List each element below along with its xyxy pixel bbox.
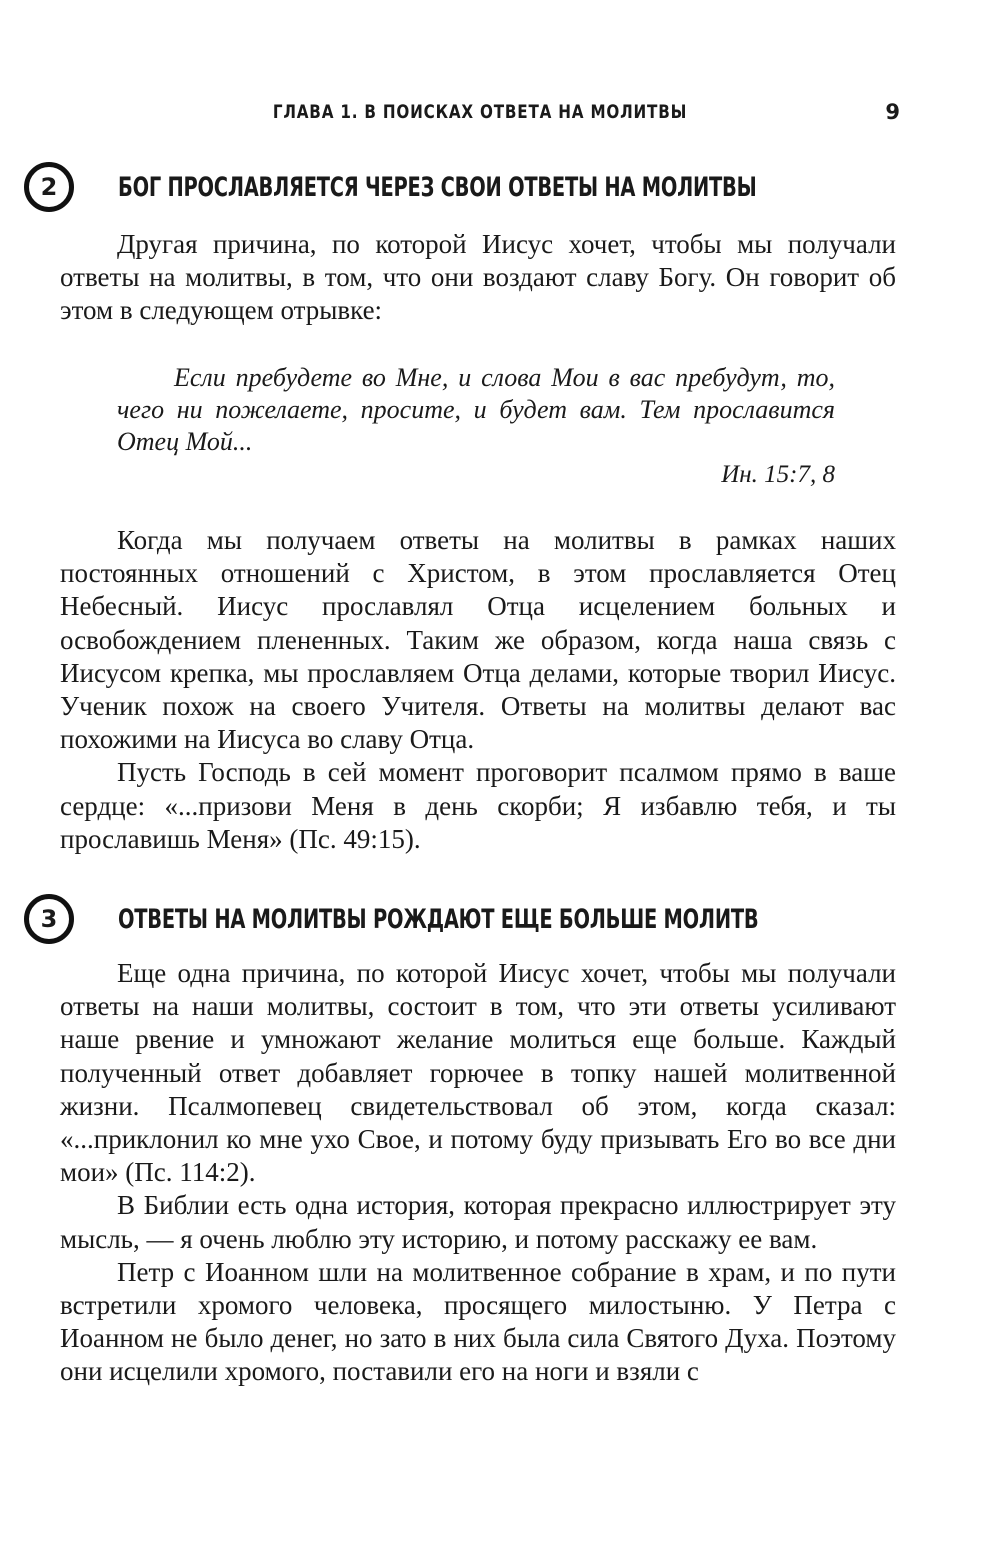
section-2-body (60, 524, 896, 856)
section-heading-2 (24, 162, 924, 222)
paragraph: Когда мы получаем ответы на молитвы в рамках наших постоянных отношений с Христом, в этом прославляется Отец Небесный. Иисус прославлял Отца исцелением больных и освобождением плененных. Таким же образом, когда наша связь с Иисусом крепка, мы прославляем Отца делами, которые творил Иисус. Ученик похож на своего Учителя. Ответы на молитвы делают вас похожими на Иисуса во славу Отца. (60, 525, 896, 755)
section-number-badge: 3 (24, 894, 74, 944)
scripture-quote (117, 362, 835, 458)
section-title: ОТВЕТЫ НА МОЛИТВЫ РОЖДАЮТ ЕЩЕ БОЛЬШЕ МОЛИТВ (118, 904, 759, 935)
section-2-intro (60, 228, 896, 328)
paragraph: В Библии есть одна история, которая прекрасно иллюстрирует эту мысль, — я очень люблю эту историю, и потому расскажу ее вам. (60, 1190, 896, 1254)
section-title: БОГ ПРОСЛАВЛЯЕТСЯ ЧЕРЕЗ СВОИ ОТВЕТЫ НА МОЛИТВЫ (118, 172, 757, 203)
quote-text: Если пребудете во Мне, и слова Мои в вас пребудут, то, чего ни пожелаете, просите, и будет вам. Тем прославится Отец Мой... (117, 363, 835, 456)
quote-reference: Ин. 15:7, 8 (721, 461, 835, 488)
running-head (60, 97, 900, 127)
paragraph: Другая причина, по которой Иисус хочет, чтобы мы получали ответы на молитвы, в том, что они воздают славу Богу. Он говорит об этом в следующем отрывке: (60, 229, 896, 326)
section-number-badge: 2 (24, 162, 74, 212)
paragraph: Еще одна причина, по которой Иисус хочет, чтобы мы получали ответы на наши молитвы, состоит в том, что эти ответы усиливают наше рвение и умножают желание молиться еще больше. Каждый полученный ответ добавляет горючее в топку нашей молитвенной жизни. Псалмопевец свидетельствовал об этом, когда сказал: «...приклонил ко мне ухо Свое, и потому буду призывать Его во все дни мои» (Пс. 114:2). (60, 958, 896, 1188)
section-heading-3 (24, 894, 924, 954)
running-title: ГЛАВА 1. В ПОИСКАХ ОТВЕТА НА МОЛИТВЫ (272, 101, 688, 123)
section-3-body (60, 957, 896, 1389)
page-number: 9 (885, 100, 900, 124)
paragraph: Пусть Господь в сей момент проговорит псалмом прямо в ваше сердце: «...призови Меня в день скорби; Я избавлю тебя, и ты прославишь Меня» (Пс. 49:15). (60, 757, 896, 854)
paragraph: Петр с Иоанном шли на молитвенное собрание в храм, и по пути встретили хромого человека, просящего милостыню. У Петра с Иоанном не было денег, но зато в них была сила Святого Духа. Поэтому они исцелили хромого, поставили его на ноги и взяли с (60, 1256, 896, 1387)
